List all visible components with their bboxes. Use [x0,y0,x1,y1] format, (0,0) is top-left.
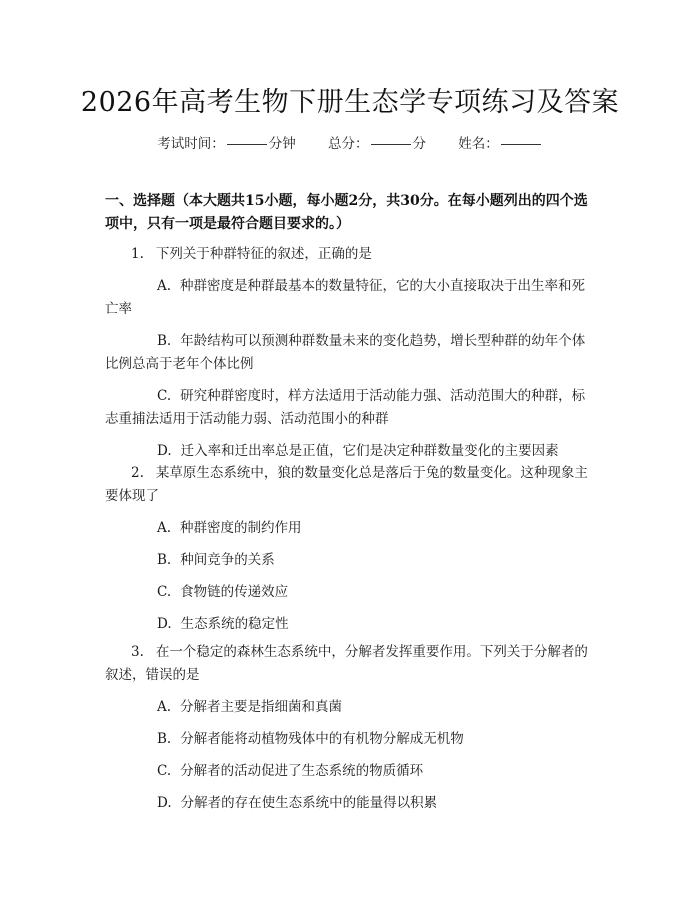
total-score-blank [371,144,411,145]
option-letter: D. [157,616,172,632]
option-c [105,385,595,431]
option-text: 分解者能将动植物残体中的有机物分解成无机物 [180,731,464,747]
question-number: 1. [131,246,144,262]
option-text: 迁入率和迁出率总是正值，它们是决定种群数量变化的主要因素 [180,443,559,459]
question-stem [105,462,595,508]
question-number: 3. [131,644,144,660]
total-score-field [328,136,430,152]
option-d [105,440,595,463]
exam-time-label: 考试时间： [157,136,225,152]
option-letter: B. [157,731,172,747]
option-a [105,696,595,719]
question-text: 在一个稳定的森林生态系统中，分解者发挥重要作用。下列关于分解者的叙述，错误的是 [105,644,588,683]
option-c [105,760,595,783]
exam-time-field [157,136,300,152]
option-b [105,728,595,751]
option-letter: D. [157,443,172,459]
question-stem [105,641,595,687]
option-letter: C. [157,584,172,600]
document-title: 2026年高考生物下册生态学专项练习及答案 [80,87,620,118]
question-text: 某草原生态系统中，狼的数量变化总是落后于兔的数量变化。这种现象主要体现了 [105,465,588,504]
option-c [105,581,595,604]
option-letter: B. [157,333,172,349]
option-text: 种群密度是种群最基本的数量特征，它的大小直接取决于出生率和死亡率 [105,278,586,317]
option-d [105,792,595,815]
total-score-unit: 分 [412,136,426,152]
option-letter: A. [157,699,172,715]
option-text: 分解者的活动促进了生态系统的物质循环 [180,763,424,779]
question-stem [105,243,595,266]
exam-info-line [0,132,700,152]
question-2 [105,462,595,636]
total-score-label: 总分： [328,136,369,152]
option-letter: A. [157,520,172,536]
option-text: 分解者主要是指细菌和真菌 [180,699,343,715]
option-letter: C. [157,388,172,404]
option-text: 研究种群密度时，样方法适用于活动能力强、活动范围大的种群，标志重捕法适用于活动能力弱、活动范围小的种群 [105,388,586,427]
question-text: 下列关于种群特征的叙述，正确的是 [155,246,372,262]
option-letter: B. [157,552,172,568]
option-a [105,517,595,540]
section-heading: 一、选择题（本大题共15小题，每小题2分，共30分。在每小题列出的四个选项中，只有一项是最符合题目要求的。） [105,193,588,232]
student-name-blank [501,144,541,145]
option-b [105,549,595,572]
option-letter: D. [157,795,172,811]
exam-time-unit: 分钟 [268,136,296,152]
option-text: 食物链的传递效应 [180,584,289,600]
question-3 [105,641,595,815]
option-text: 生态系统的稳定性 [180,616,289,632]
student-name-field [458,136,543,152]
option-letter: A. [157,278,172,294]
option-text: 种间竞争的关系 [180,552,275,568]
option-d [105,613,595,636]
option-text: 分解者的存在使生态系统中的能量得以积累 [180,795,438,811]
option-text: 种群密度的制约作用 [180,520,302,536]
option-a [105,275,595,321]
question-1 [105,243,595,463]
option-letter: C. [157,763,172,779]
option-b [105,330,595,376]
option-text: 年龄结构可以预测种群数量未来的变化趋势，增长型种群的幼年个体比例总高于老年个体比例 [105,333,586,372]
student-name-label: 姓名： [458,136,499,152]
question-number: 2. [131,465,144,481]
exam-time-blank [227,144,267,145]
